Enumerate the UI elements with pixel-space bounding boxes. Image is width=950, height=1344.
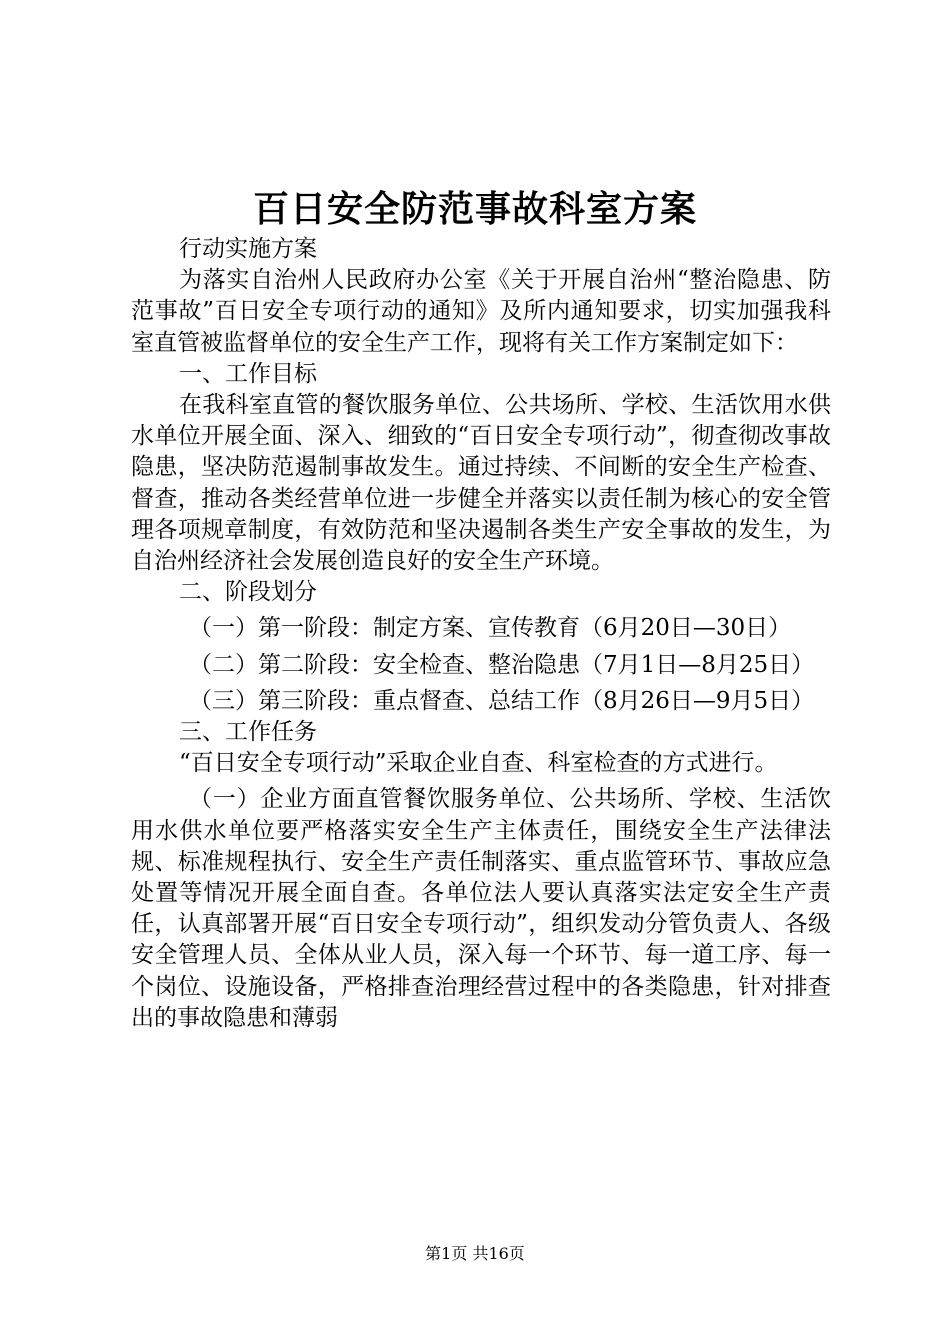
- document-body: [131, 234, 831, 1034]
- heading-work-goal: 一、工作目标: [179, 360, 317, 387]
- paragraph-stage-one: （一）第一阶段：制定方案、宣传教育（6月20日—30日）: [189, 615, 792, 642]
- paragraph-enterprise-tasks: （一）企业方面直管餐饮服务单位、公共场所、学校、生活饮用水供水单位要严格落实安全生产主体责任，围绕安全生产法律法规、标准规程执行、安全生产责任制落实、重点监管环节、事故应急处置等情况开展全面自查。各单位法人要认真落实法定安全生产责任，认真部署开展“百日安全专项行动”，组织发动分管负责人、各级安全管理人员、全体从业人员，深入每一个环节、每一道工序、每一个岗位、设施设备，严格排查治理经营过程中的各类隐患，针对排查出的事故隐患和薄弱: [131, 786, 831, 1031]
- paragraph-subtitle: 行动实施方案: [179, 236, 317, 262]
- paragraph-stage-three: （三）第三阶段：重点督查、总结工作（8月26日—9月5日）: [189, 687, 815, 714]
- paragraph-tasks-intro: “百日安全专项行动”采取企业自查、科室检查的方式进行。: [179, 750, 778, 777]
- heading-stage-division: 二、阶段划分: [179, 579, 317, 606]
- document-title: 百日安全防范事故科室方案: [252, 188, 697, 230]
- page-footer: 第1页 共16页: [425, 1244, 525, 1263]
- paragraph-intro: 为落实自治州人民政府办公室《关于开展自治州“整治隐患、防范事故”百日安全专项行动的通知》及所内通知要求，切实加强我科室直管被监督单位的安全生产工作，现将有关工作方案制定如下：: [131, 267, 831, 356]
- heading-work-tasks: 三、工作任务: [179, 719, 317, 746]
- paragraph-stage-two: （二）第二阶段：安全检查、整治隐患（7月1日—8月25日）: [189, 651, 815, 678]
- paragraph-work-goal: 在我科室直管的餐饮服务单位、公共场所、学校、生活饮用水供水单位开展全面、深入、细致的“百日安全专项行动”，彻查彻改事故隐患，坚决防范遏制事故发生。通过持续、不间断的安全生产检查、督查，推动各类经营单位进一步健全并落实以责任制为核心的安全管理各项规章制度，有效防范和坚决遏制各类生产安全事故的发生，为自治州经济社会发展创造良好的安全生产环境。: [131, 392, 831, 575]
